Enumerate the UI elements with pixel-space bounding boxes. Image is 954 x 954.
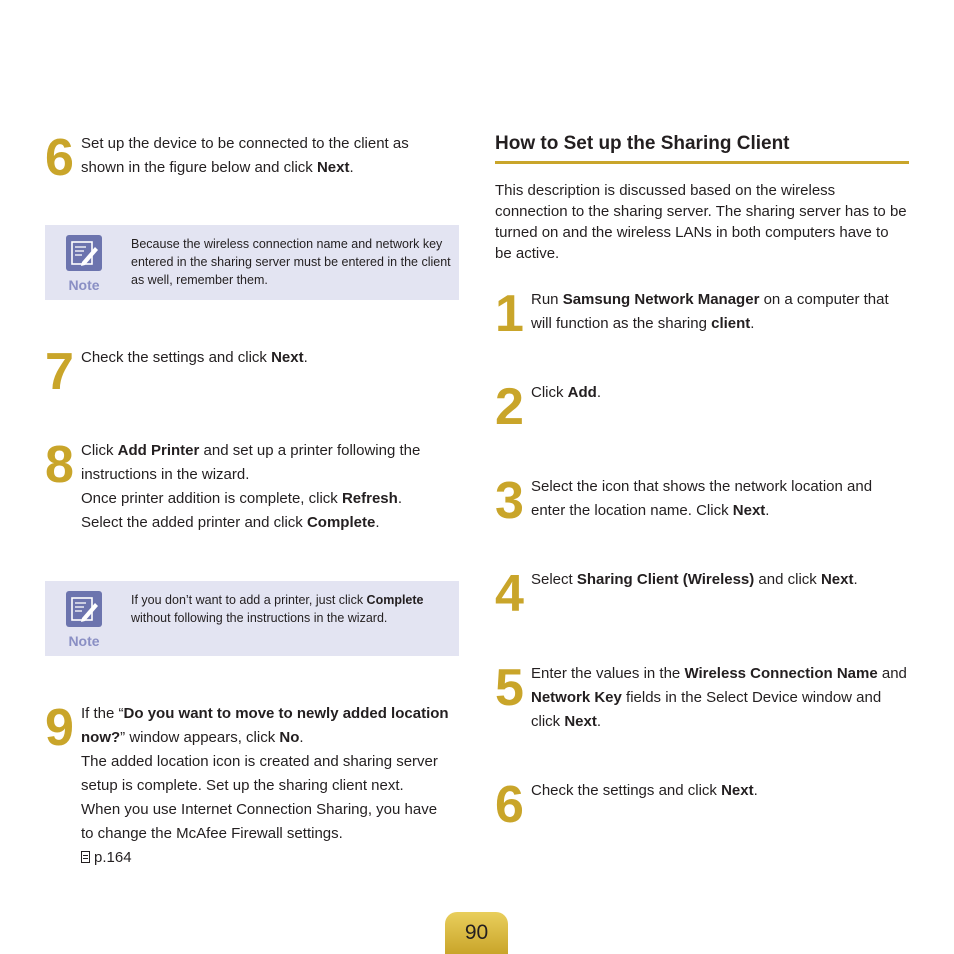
section-heading: How to Set up the Sharing Client — [495, 133, 909, 164]
intro-paragraph: This description is discussed based on the wireless connection to the sharing server. The sharing server has to be turned on and the wireless LANs in both computers have to be active. — [495, 182, 907, 262]
page-reference-icon — [81, 851, 90, 863]
note-label: Note — [68, 277, 100, 293]
step-number: 5 — [495, 659, 524, 717]
note-label: Note — [68, 633, 100, 649]
step-3-right: 3 Select the icon that shows the network location and enter the location name. Click Next. — [495, 472, 873, 530]
pencil-note-icon — [66, 235, 102, 271]
step-5-right: 5 Enter the values in the Wireless Connection Name and Network Key fields in the Select Device window and click Next. — [495, 659, 907, 730]
note-text: If you don’t want to add a printer, just click Complete without following the instructions in the wizard. — [131, 593, 424, 625]
step-6-right: 6 Check the settings and click Next. — [495, 776, 758, 834]
step-number: 2 — [495, 378, 524, 436]
step-number: 3 — [495, 472, 524, 530]
step-number: 1 — [495, 285, 524, 343]
step-number: 4 — [495, 565, 524, 623]
step-6-left: 6 Set up the device to be connected to the client as shown in the figure below and click Next. — [45, 129, 409, 187]
step-8-left: 8 Click Add Printer and set up a printer following the instructions in the wizard. Once printer addition is complete, click Refresh. Select the added printer and click Complete. — [45, 436, 421, 531]
step-1-right: 1 Run Samsung Network Manager on a computer that will function as the sharing client. — [495, 285, 889, 343]
step-7-left: 7 Check the settings and click Next. — [45, 343, 308, 401]
note-box-1 — [45, 225, 459, 300]
step-number: 6 — [495, 776, 524, 834]
note-text: Because the wireless connection name and network key entered in the sharing server must be entered in the client as well, remember them. — [131, 237, 451, 287]
step-number: 8 — [45, 436, 74, 494]
note-box-2 — [45, 581, 459, 656]
page-number-tab: 90 — [445, 912, 508, 954]
pencil-note-icon — [66, 591, 102, 627]
step-number: 9 — [45, 699, 74, 757]
step-number: 6 — [45, 129, 74, 187]
step-2-right: 2 Click Add. — [495, 378, 602, 436]
step-4-right: 4 Select Sharing Client (Wireless) and click Next. — [495, 565, 858, 623]
step-9-left: 9 If the “Do you want to move to newly added location now?” window appears, click No. The added location icon is created and sharing server setup is complete. Set up the sharing client next. When you use Internet Connection Sharing, you have to change the McAfee Firewall settings. p.164 — [45, 699, 449, 866]
step-number: 7 — [45, 343, 74, 401]
page-reference-link[interactable]: p.164 — [94, 849, 132, 866]
